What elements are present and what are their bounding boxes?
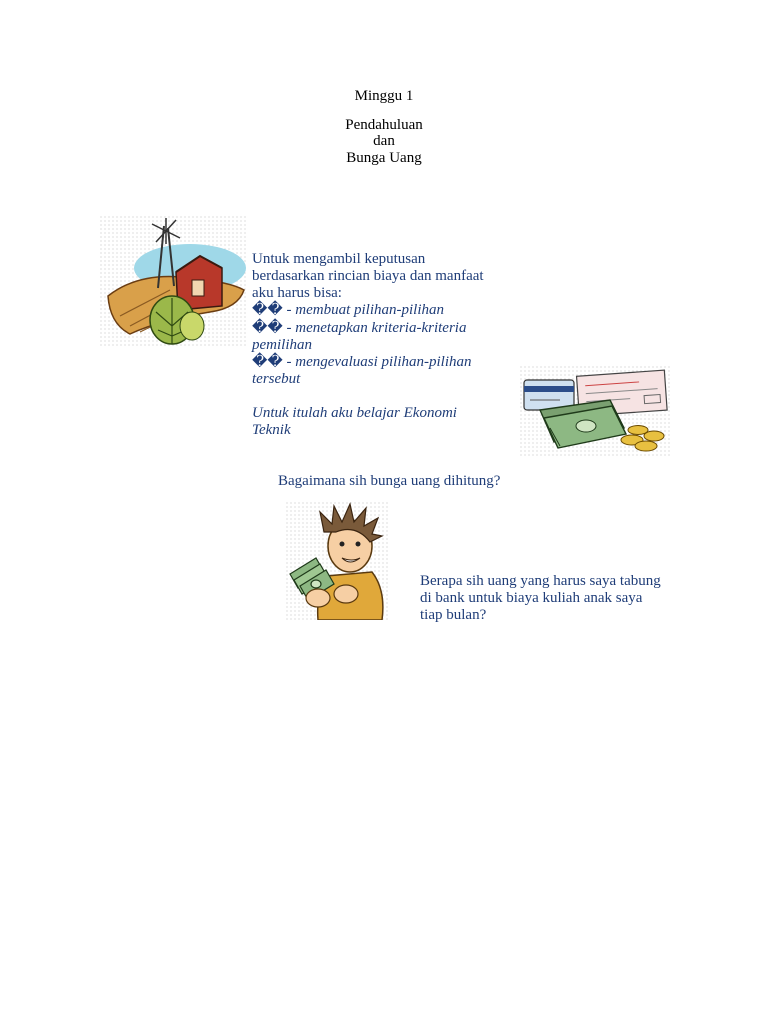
bullet-text-1: - membuat pilihan-pilihan bbox=[286, 302, 445, 318]
bullet-item-2 bbox=[252, 320, 466, 337]
closing-line-1: Untuk itulah aku belajar Ekonomi bbox=[252, 405, 457, 421]
bullet-text-3: - mengevaluasi pilihan-pilihan bbox=[286, 354, 472, 370]
bullet-item-3 bbox=[252, 354, 472, 371]
question-line-2: di bank untuk biaya kuliah anak saya bbox=[420, 590, 643, 606]
bullet-glyph: �� bbox=[252, 302, 283, 318]
intro-line-3: aku harus bisa: bbox=[252, 285, 342, 301]
week-label: Minggu 1 bbox=[354, 88, 414, 104]
title-line-3: Bunga Uang bbox=[346, 150, 422, 166]
farm-clipart-icon bbox=[100, 216, 246, 346]
question-line-3: tiap bulan? bbox=[420, 607, 487, 623]
intro-line-1: Untuk mengambil keputusan bbox=[252, 251, 426, 267]
bullet-text-2-cont: pemilihan bbox=[252, 337, 312, 353]
title-line-2: dan bbox=[373, 133, 395, 149]
closing-line-2: Teknik bbox=[252, 422, 291, 438]
bullet-text-2: - menetapkan kriteria-kriteria bbox=[286, 320, 467, 336]
bullet-glyph: �� bbox=[252, 354, 283, 370]
person-holding-money-icon bbox=[286, 502, 390, 620]
bullet-item-1 bbox=[252, 302, 444, 319]
question-heading: Bagaimana sih bunga uang dihitung? bbox=[278, 473, 501, 489]
title-line-1: Pendahuluan bbox=[345, 117, 423, 133]
bullet-glyph: �� bbox=[252, 320, 283, 336]
money-check-clipart-icon bbox=[520, 366, 670, 456]
question-line-1: Berapa sih uang yang harus saya tabung bbox=[420, 573, 661, 589]
intro-line-2: berdasarkan rincian biaya dan manfaat bbox=[252, 268, 484, 284]
bullet-text-3-cont: tersebut bbox=[252, 371, 301, 387]
